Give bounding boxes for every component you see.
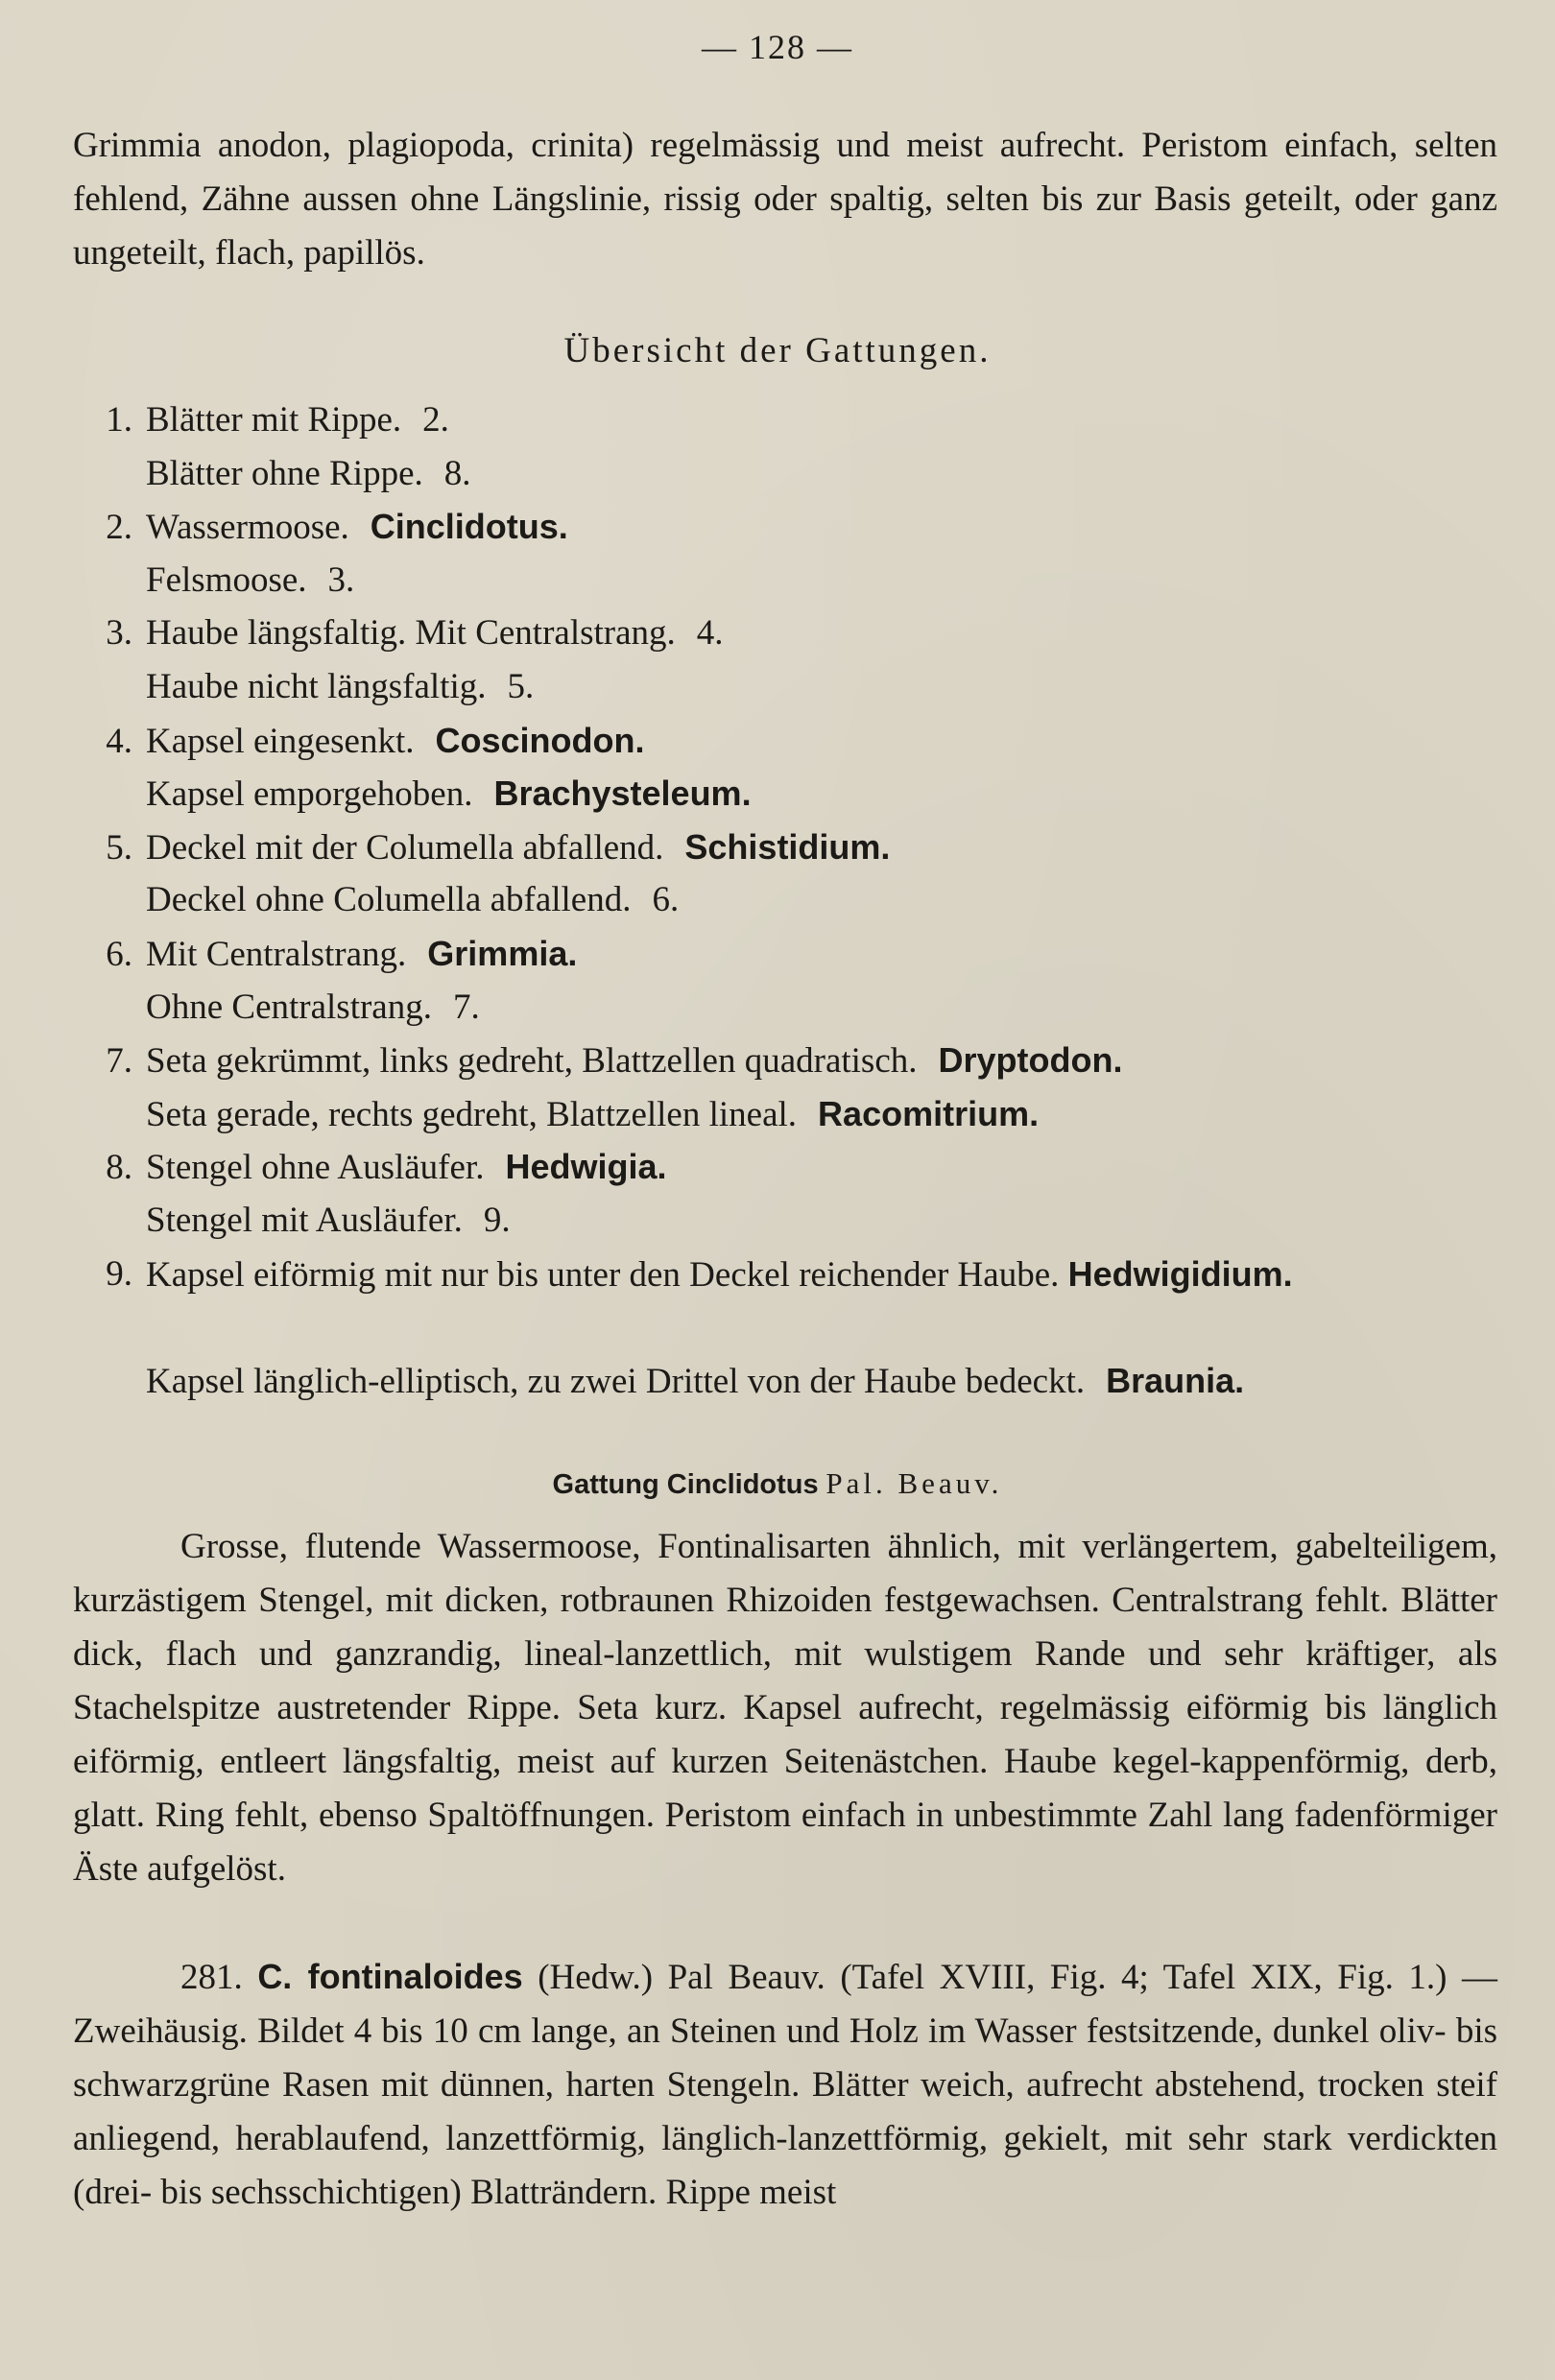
key-entry-genus: Hedwigia. [505, 1147, 667, 1187]
key-entry [73, 927, 1497, 981]
key-entry-text: Mit Centralstrang. [146, 934, 407, 974]
key-entry-genus: Braunia. [1106, 1360, 1245, 1400]
key-entry-text: Kapsel eiförmig mit nur bis unter den Deckel reichender Haube. [146, 1254, 1060, 1295]
key-entry-text: Kapsel emporgehoben. [146, 774, 473, 815]
key-entry-genus: Racomitrium. [818, 1093, 1040, 1133]
key-entry [73, 821, 1497, 874]
page-number: — 128 — [702, 28, 853, 66]
key-entry [73, 1194, 1497, 1248]
species-text: (Hedw.) Pal Beauv. (Tafel XVIII, Fig. 4; Tafel XIX, Fig. 1.) — Zweihäusig. Bildet 4 bis 10 cm lange, an Steinen und Holz im Wasser festsitzende, dunkel oliv- bis schwarzgrüne Rasen mit dünnen, harten Stengeln. Blätter weich, aufrecht abstehend, trocken steif anliegend, herablaufend, lanzettförmig, länglich-lanzettförmig, gekielt, mit sehr stark verdickten (drei- bis sechsschichtigen) Blatträndern. Rippe meist [73, 1958, 1498, 2212]
key-entry [73, 1087, 1497, 1141]
key-entry-text: Haube längsfaltig. Mit Centralstrang. [146, 613, 676, 654]
key-entry [73, 660, 1497, 714]
key-entry-number: 3. [106, 613, 132, 654]
genus-heading-label: Gattung Cinclidotus [552, 1469, 819, 1500]
key-entry [73, 500, 1497, 554]
key-entry-number: 4. [106, 721, 132, 761]
key-entry-ref: 5. [507, 666, 535, 706]
genus-heading [0, 1466, 1555, 1501]
key-entry [73, 1034, 1497, 1087]
key-entry-text: Wassermoose. [146, 508, 349, 548]
key-entry-genus: Hedwigidium. [1067, 1253, 1293, 1294]
key-entry-number: 7. [106, 1041, 132, 1082]
key-entry [73, 1248, 1497, 1354]
key-entry-genus: Coscinodon. [435, 720, 645, 760]
key-entry-text: Ohne Centralstrang. [146, 987, 432, 1027]
key-entry-number: 2. [106, 508, 132, 548]
key-entry-genus: Grimmia. [427, 933, 578, 973]
key-entry-ref: 6. [652, 880, 680, 920]
key-entry [73, 393, 1497, 447]
key-entry-text: Deckel ohne Columella abfallend. [146, 880, 632, 920]
key-entry-ref: 4. [696, 613, 724, 654]
key-entry-text: Kapsel länglich-elliptisch, zu zwei Drittel von der Haube bedeckt. [146, 1361, 1086, 1401]
key-entry-text: Haube nicht längsfaltig. [146, 666, 487, 706]
key-entry-text: Seta gekrümmt, links gedreht, Blattzellen quadratisch. [146, 1041, 918, 1082]
key-entry-text: Blätter ohne Rippe. [146, 453, 423, 493]
species-number: 281. [180, 1958, 243, 1997]
key-entry-number: 6. [106, 934, 132, 974]
key-entry-text: Deckel mit der Columella abfallend. [146, 827, 664, 868]
key-entry-ref: 3. [327, 559, 355, 600]
key-entry-number: 5. [106, 827, 132, 868]
key-entry [73, 1354, 1497, 1408]
key-entry-number: 9. [106, 1253, 132, 1294]
key-entry [73, 607, 1497, 660]
key-entry-text: Stengel ohne Ausläufer. [146, 1148, 485, 1188]
key-entry-number: 8. [106, 1148, 132, 1188]
key-entry [73, 1140, 1497, 1194]
key-entry-genus: Cinclidotus. [370, 507, 568, 547]
key-entry-text: Felsmoose. [146, 559, 307, 600]
key-entry-number: 1. [106, 400, 132, 440]
species-name: C. fontinaloides [257, 1957, 523, 1996]
key-entry-ref: 7. [452, 987, 480, 1027]
key-entry-ref: 8. [443, 453, 471, 493]
key-title: Übersicht der Gattungen. [563, 331, 992, 370]
intro-paragraph: Grimmia anodon, plagiopoda, crinita) regelmässig und meist aufrecht. Peristom einfach, selten fehlend, Zähne aussen ohne Längslinie, rissig oder spaltig, selten bis zur Basis geteilt, oder ganz ungeteilt, flach, papillös. [73, 126, 1497, 273]
key-entry [73, 873, 1497, 927]
key-entry [73, 981, 1497, 1035]
key-entry-ref: 2. [422, 400, 449, 440]
species-entry [73, 1950, 1497, 2220]
key-entry-genus: Brachysteleum. [493, 774, 752, 814]
key-entry [73, 714, 1497, 768]
genus-heading-author: Pal. Beauv. [825, 1466, 1003, 1500]
key-entry-genus: Dryptodon. [938, 1040, 1123, 1081]
key-entry [73, 554, 1497, 607]
key-entry [73, 447, 1497, 501]
key-entry-ref: 9. [483, 1200, 511, 1240]
key-entry-text: Seta gerade, rechts gedreht, Blattzellen lineal. [146, 1094, 798, 1134]
genus-key [73, 393, 1497, 1407]
key-entry-text: Kapsel eingesenkt. [146, 721, 415, 761]
key-entry-text: Stengel mit Ausläufer. [146, 1200, 463, 1240]
key-entry [73, 767, 1497, 821]
genus-description: Grosse, flutende Wassermoose, Fontinalisarten ähnlich, mit verlängertem, gabelteiligem, kurzästigem Stengel, mit dicken, rotbraunen Rhizoiden festgewachsen. Centralstrang fehlt. Blätter dick, flach und ganzrandig, lineal-lanzettlich, mit wulstigem Rande und sehr kräftiger, als Stachelspitze austretender Rippe. Seta kurz. Kapsel aufrecht, regelmässig eiförmig bis länglich eiförmig, entleert längsfaltig, meist auf kurzen Seitenästchen. Haube kegel-kappenförmig, derb, glatt. Ring fehlt, ebenso Spaltöffnungen. Peristom einfach in unbestimmte Zahl lang fadenförmiger Äste aufgelöst. [73, 1527, 1497, 1889]
key-entry-text: Blätter mit Rippe. [146, 400, 402, 440]
key-entry-genus: Schistidium. [684, 826, 891, 867]
